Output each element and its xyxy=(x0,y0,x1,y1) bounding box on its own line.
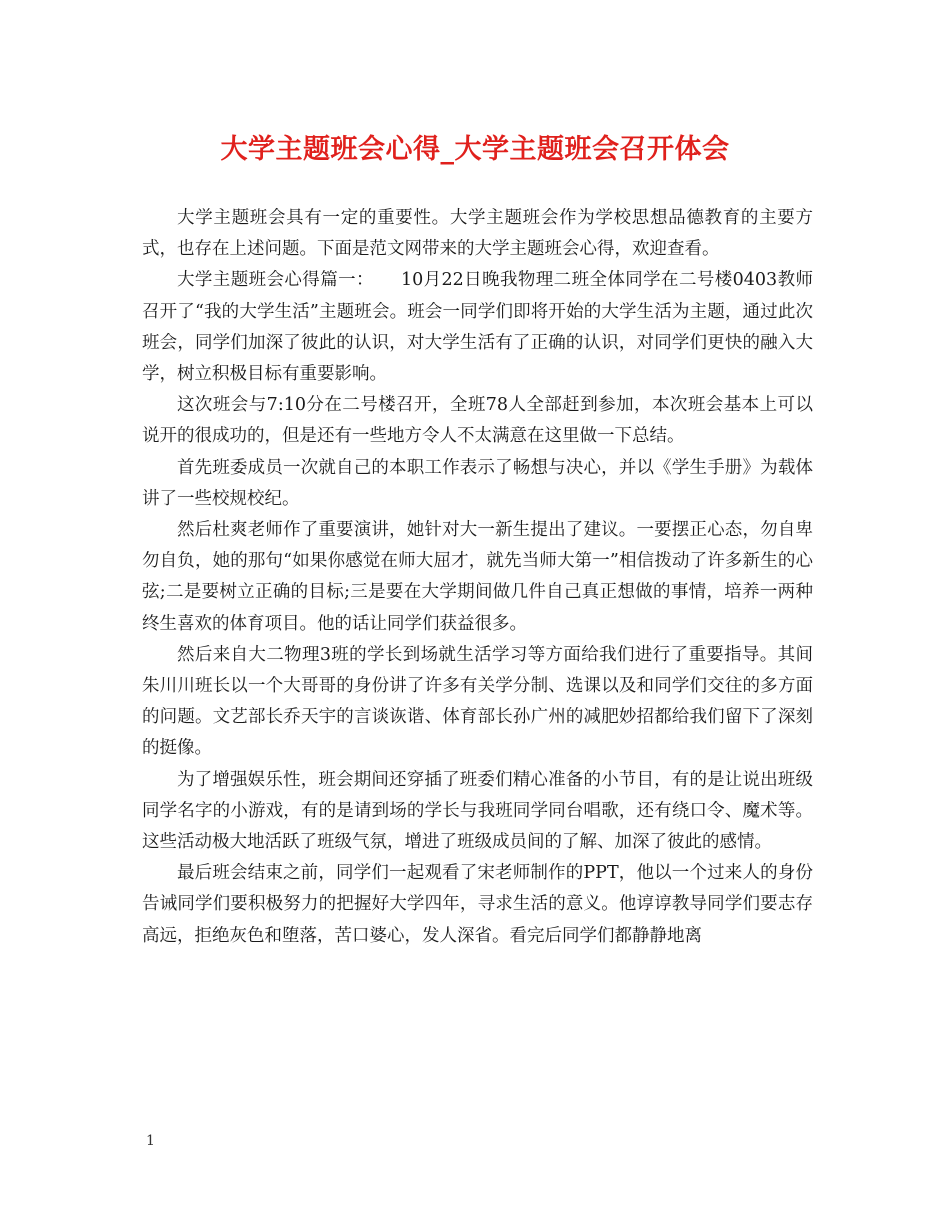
paragraph-part-one: 大学主题班会心得篇一： 10月22日晚我物理二班全体同学在二号楼0403教师召开了“我的大学生活”主题班会。班会一同学们即将开始的大学生活为主题，通过此次班会，同学们加深了彼此的认识，对大学生活有了正确的认识，对同学们更快的融入大学，树立积极目标有重要影响。 xyxy=(142,270,813,385)
paragraph-teacher-speech: 然后杜爽老师作了重要演讲，她针对大一新生提出了建议。一要摆正心态，勿自卑勿自负，她的那句“如果你感觉在师大屈才，就先当师大第一”相信拨动了许多新生的心弦;二是要树立正确的目标;三是要在大学期间做几件自己真正想做的事情，培养一两种终生喜欢的体育项目。他的话让同学们获益很多。 xyxy=(142,520,813,634)
paragraph-intro: 大学主题班会具有一定的重要性。大学主题班会作为学校思想品德教育的主要方式，也存在上述问题。下面是范文网带来的大学主题班会心得，欢迎查看。 xyxy=(142,208,813,260)
document-body xyxy=(142,203,813,952)
paragraph-closing: 最后班会结束之前，同学们一起观看了宋老师制作的PPT，他以一个过来人的身份告诫同学们要积极努力的把握好大学四年，寻求生活的意义。他谆谆教导同学们要志存高远，拒绝灰色和堕落，苦口婆心，发人深省。看完后同学们都静静地离 xyxy=(142,863,813,946)
page-number: 1 xyxy=(146,1133,155,1149)
paragraph-meeting-time: 这次班会与7:10分在二号楼召开，全班78人全部赶到参加，本次班会基本上可以说开的很成功的，但是还有一些地方令人不太满意在这里做一下总结。 xyxy=(142,395,813,447)
paragraph-class-committee: 首先班委成员一次就自己的本职工作表示了畅想与决心，并以《学生手册》为载体讲了一些校规校纪。 xyxy=(142,457,813,509)
document-title: 大学主题班会心得_大学主题班会召开体会 xyxy=(220,134,730,165)
paragraph-senior-guidance: 然后来自大二物理3班的学长到场就生活学习等方面给我们进行了重要指导。其间朱川川班长以一个大哥哥的身份讲了许多有关学分制、选课以及和同学们交往的多方面的问题。文艺部长乔天宇的言谈诙谐、体育部长孙广州的减肥妙招都给我们留下了深刻的挺像。 xyxy=(142,644,813,759)
paragraph-entertainment: 为了增强娱乐性，班会期间还穿插了班委们精心准备的小节目，有的是让说出班级同学名字的小游戏，有的是请到场的学长与我班同学同台唱歌，还有绕口令、魔术等。这些活动极大地活跃了班级气氛，增进了班级成员间的了解、加深了彼此的感情。 xyxy=(142,769,813,853)
